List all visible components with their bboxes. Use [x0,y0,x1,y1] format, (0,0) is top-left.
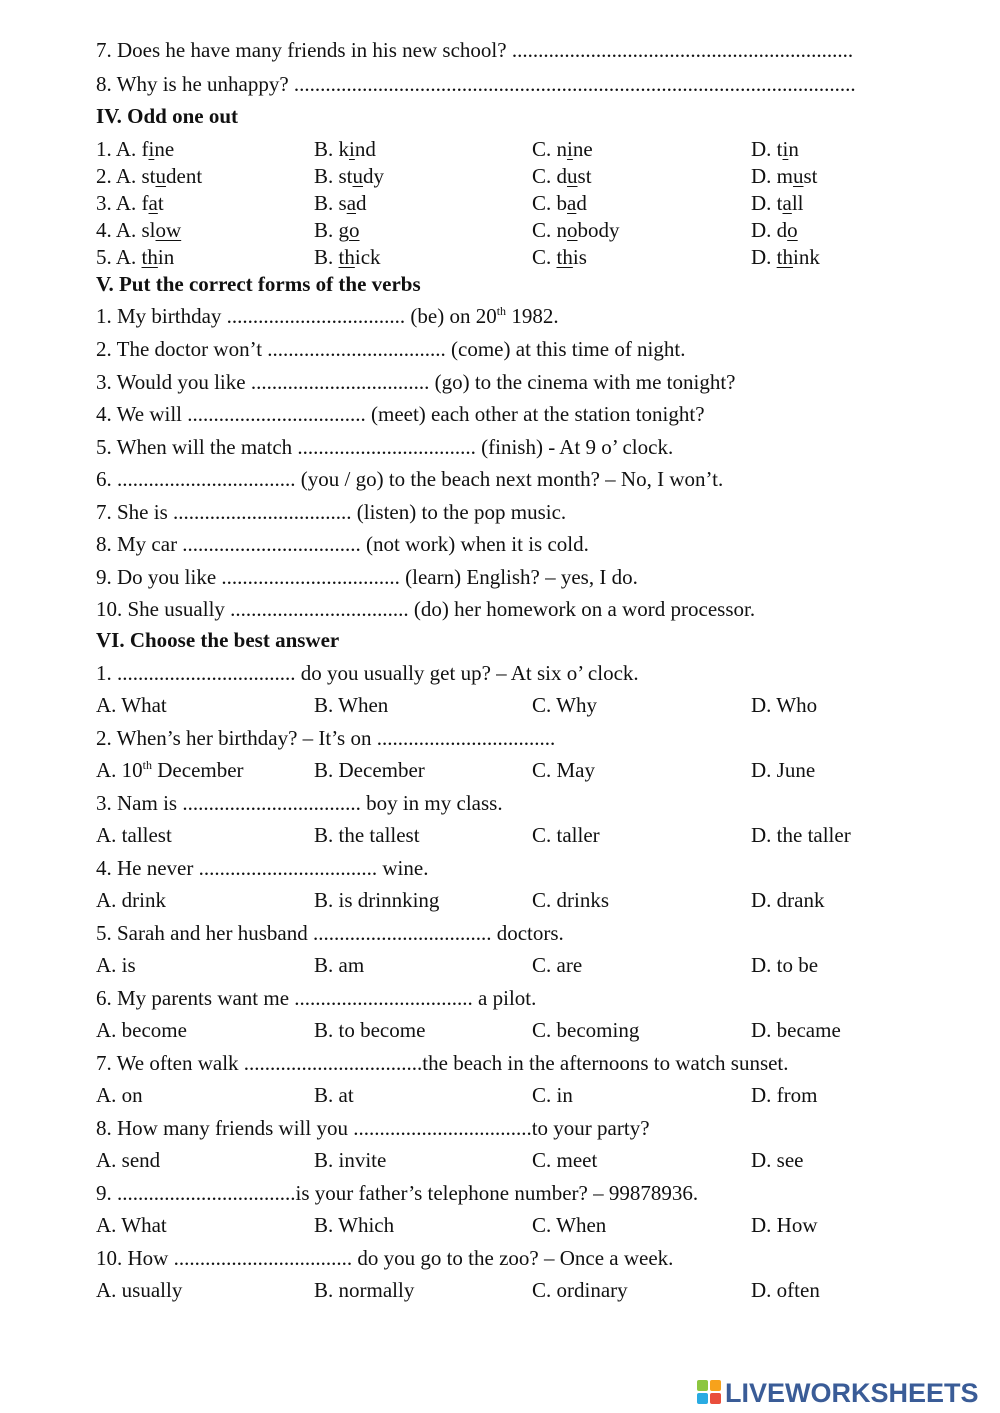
underlined-sound: u [793,164,804,188]
mc-option-text: C. When [532,1213,607,1237]
verb-question: 9. Do you like .................................. (learn) English? – yes, I do. [96,564,638,589]
verb-question: 3. Would you like .................................. (go) to the cinema with me tonight? [96,369,736,394]
option-text: C. [532,245,557,269]
mc-option-text: D. How [751,1213,818,1237]
option-text: 3. A. f [96,191,149,215]
mc-option-text: B. is drinnking [314,888,440,912]
mc-option [751,1212,818,1238]
option-text: ne [572,137,593,161]
option-text: B. st [314,164,353,188]
odd-option [314,163,384,189]
odd-option [96,190,164,216]
mc-option [314,1082,354,1108]
mc-option [751,822,851,848]
mc-option [96,1277,182,1303]
mc-option [314,692,388,718]
mc-option [96,887,166,913]
mc-option [96,1082,143,1108]
mc-option-text: C. May [532,758,595,782]
mc-option-text: B. normally [314,1278,415,1302]
mc-option [314,952,364,978]
mc-option-text: A. usually [96,1278,183,1302]
option-text: ick [354,245,381,269]
option-text: B. k [314,137,350,161]
mc-option [751,1277,820,1303]
mc-option [532,952,582,978]
mc-option-text: D. see [751,1148,804,1172]
odd-option [96,163,202,189]
mc-option-sup: th [142,758,153,772]
option-text: dent [166,164,203,188]
option-text: t [157,191,164,215]
mc-option [532,757,595,783]
mc-option [532,1082,573,1108]
underlined-sound: i [782,137,789,161]
mc-option [532,822,600,848]
mc-option-text: A. on [96,1083,143,1107]
underlined-sound: ow [155,218,182,242]
underlined-sound: a [567,191,577,215]
mc-option [532,1147,597,1173]
mc-option-text: A. What [96,693,167,717]
mc-question: 2. When’s her birthday? – It’s on .................................. [96,726,556,750]
option-text: D. t [751,137,783,161]
option-text: D. t [751,191,783,215]
mc-option [751,952,818,978]
mc-option-text: C. becoming [532,1018,640,1042]
mc-option-text: December [152,758,244,782]
underlined-sound: u [155,164,167,188]
mc-option-text: D. the taller [751,823,851,847]
mc-question: 10. How .................................. do you go to the zoo? – Once a week. [96,1246,674,1270]
liveworksheets-logo-text: LIVEWORKSHEETS [725,1377,979,1408]
underlined-sound: i [567,137,573,161]
question-iii-8: 8. Why is he unhappy? ........................................................................................................... [96,72,856,96]
option-text: d [576,191,587,215]
underlined-sound: a [782,191,792,215]
odd-option [751,244,820,270]
option-text: 4. A. sl [96,218,156,242]
odd-option [532,190,587,216]
verb-question: 8. My car .................................. (not work) when it is cold. [96,532,589,556]
option-text: ll [791,191,804,215]
mc-option-text: B. to become [314,1018,426,1042]
mc-question: 7. We often walk ..................................the beach in the afternoons to watch sunset. [96,1051,789,1075]
underlined-sound: u [352,164,364,188]
odd-option [751,190,804,216]
mc-question: 6. My parents want me .................................. a pilot. [96,986,537,1010]
option-text: in [157,245,175,269]
option-text: ink [793,245,820,269]
option-text: nd [354,137,376,161]
mc-option-text: D. June [751,758,816,782]
odd-option [532,163,592,189]
mc-option-text: D. Who [751,693,818,717]
odd-option [751,217,798,243]
verb-question: 10. She usually .................................. (do) her homework on a word processor. [96,597,756,621]
option-text: is [572,245,587,269]
option-text: D. [751,245,777,269]
mc-option-text: B. December [314,758,425,782]
underlined-sound: th [141,245,158,269]
option-text: C. n [532,137,568,161]
verb-question-1-sup: th [496,304,507,318]
mc-option-text: C. ordinary [532,1278,628,1302]
underlined-sound: th [776,245,794,269]
mc-question: 3. Nam is .................................. boy in my class. [96,791,503,815]
mc-option [314,1017,425,1043]
mc-option-text: C. meet [532,1148,598,1172]
liveworksheets-logo [697,1378,979,1408]
mc-option-text: B. am [314,953,365,977]
question-iii-7: 7. Does he have many friends in his new school? ................................................................. [96,38,854,62]
option-text: C. n [532,218,568,242]
odd-option [532,136,593,162]
mc-option [532,1017,639,1043]
mc-option-text: D. became [751,1018,841,1042]
option-text: B. g [314,218,350,242]
verb-question: 4. We will .................................. (meet) each other at the station tonight? [96,402,705,426]
underlined-sound: a [148,191,158,215]
option-text: dy [363,164,385,188]
mc-option [96,1017,187,1043]
option-text: C. d [532,164,568,188]
option-text: C. b [532,191,568,215]
underlined-sound: o [787,218,798,242]
odd-option [314,244,381,270]
option-text: ne [154,137,175,161]
verb-question: 5. When will the match .................................. (finish) - At 9 o’ clock. [96,434,674,459]
mc-option [314,1147,386,1173]
mc-option-text: C. drinks [532,888,610,912]
mc-option [314,887,439,913]
mc-question: 8. How many friends will you ..................................to your party? [96,1116,650,1140]
underlined-sound: i [349,137,355,161]
mc-option-text: C. in [532,1083,573,1107]
mc-option-text: A. drink [96,888,166,912]
underlined-sound: u [567,164,578,188]
mc-option-text: B. at [314,1083,354,1107]
mc-option [751,692,817,718]
mc-option [314,822,420,848]
section-heading-v: V. Put the correct forms of the verbs [96,272,421,296]
mc-option-text: A. tallest [96,823,172,847]
section-heading-vi: VI. Choose the best answer [96,628,340,652]
mc-option [751,1082,818,1108]
mc-option-text: B. invite [314,1148,387,1172]
mc-option [314,757,425,783]
odd-option [751,136,799,162]
mc-option-text: C. are [532,953,583,977]
liveworksheets-mark-icon [697,1380,723,1406]
mc-option-text: C. Why [532,693,597,717]
section-heading-iv: IV. Odd one out [96,104,238,128]
mc-option-text: D. drank [751,888,825,912]
option-text: B. [314,245,339,269]
option-text: st [803,164,818,188]
odd-option [96,244,174,270]
mc-option [96,952,136,978]
option-text: D. d [751,218,788,242]
mc-option [532,692,597,718]
mc-option-text: B. the tallest [314,823,420,847]
mc-question: 1. .................................. do you usually get up? – At six o’ clock. [96,661,639,685]
mc-option [96,757,244,783]
option-text: n [788,137,799,161]
odd-option [314,136,376,162]
mc-option [532,1277,628,1303]
mc-option [96,692,167,718]
mc-option-text: A. 10 [96,758,143,782]
mc-option-text: B. When [314,693,389,717]
mc-option [751,1147,803,1173]
mc-option-text: A. send [96,1148,161,1172]
underlined-sound: i [148,137,155,161]
mc-option [96,822,172,848]
underlined-sound: th [338,245,355,269]
verb-question-1 [96,303,559,329]
mc-question: 5. Sarah and her husband .................................. doctors. [96,921,564,945]
option-text: D. m [751,164,793,188]
mc-question: 9. ..................................is your father’s telephone number? – 99878936. [96,1181,699,1205]
odd-option [96,217,181,243]
option-text: st [577,164,592,188]
option-text: 5. A. [96,245,142,269]
verb-question: 2. The doctor won’t .................................. (come) at this time of night. [96,337,686,361]
mc-option [532,887,609,913]
verb-question: 6. .................................. (you / go) to the beach next month? – No, I won’t. [96,467,724,491]
underlined-sound: a [346,191,357,215]
mc-option-text: A. What [96,1213,167,1237]
odd-option [96,136,174,162]
mc-option [314,1277,414,1303]
option-text: 1. A. f [96,137,149,161]
mc-option-text: A. become [96,1018,187,1042]
mc-option-text: A. is [96,953,136,977]
mc-option [751,757,815,783]
mc-option [96,1212,167,1238]
option-text: 2. A. st [96,164,156,188]
mc-option [751,887,824,913]
underlined-sound: o [567,218,578,242]
mc-option-text: D. often [751,1278,820,1302]
mc-option-text: D. from [751,1083,818,1107]
mc-option [96,1147,160,1173]
mc-option [751,1017,841,1043]
mc-option [532,1212,606,1238]
odd-option [532,217,620,243]
mc-option-text: D. to be [751,953,819,977]
mc-question: 4. He never .................................. wine. [96,856,429,880]
odd-option [532,244,587,270]
odd-option [314,217,360,243]
mc-option-text: B. Which [314,1213,395,1237]
underlined-sound: th [556,245,573,269]
odd-option [314,190,367,216]
option-text: B. s [314,191,347,215]
underlined-sound: o [349,218,360,242]
odd-option [751,163,818,189]
mc-option-text: C. taller [532,823,600,847]
verb-question: 7. She is .................................. (listen) to the pop music. [96,499,567,524]
verb-question-1-tail: 1982. [506,304,559,328]
verb-question-1-text: 1. My birthday .................................. (be) on 20 [96,304,497,328]
option-text: d [356,191,367,215]
option-text: body [577,218,620,242]
mc-option [314,1212,394,1238]
